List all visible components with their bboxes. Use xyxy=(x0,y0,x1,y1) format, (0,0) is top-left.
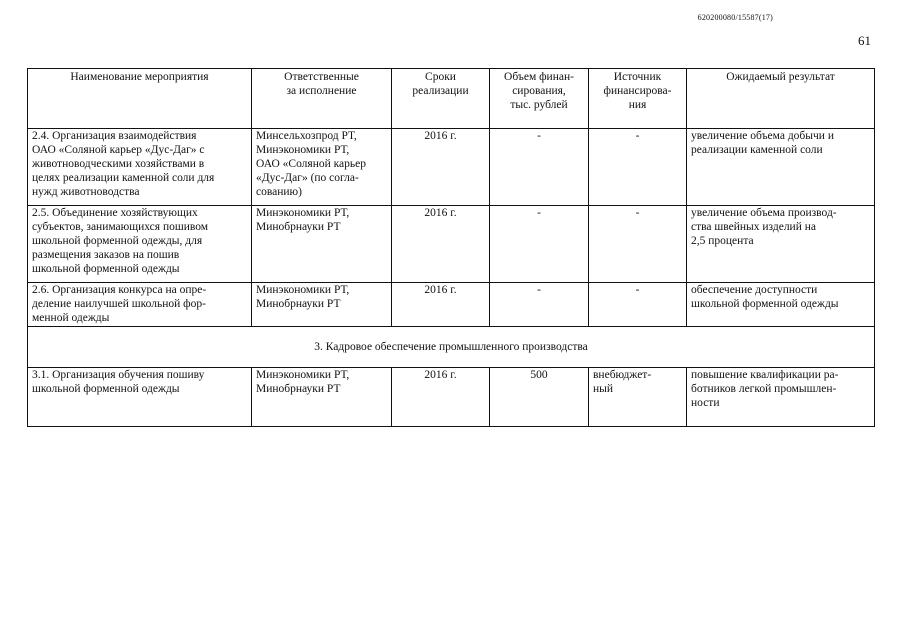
page-number: 61 xyxy=(858,33,871,48)
measure-name: 2.5. Объединение хозяйствующих субъектов, занимающихся пошивом школьной форменной одежды, для размещения заказов на пошив школьной форменной одежды xyxy=(28,206,252,283)
measure-source: - xyxy=(589,129,687,206)
column-header-term: Сроки реализации xyxy=(392,69,490,129)
measure-amount: - xyxy=(490,129,589,206)
column-header-result: Ожидаемый результат xyxy=(687,69,875,129)
table-row xyxy=(28,129,875,206)
measure-name: 2.6. Организация конкурса на опре- деление наилучшей школьной фор- менной одежды xyxy=(28,283,252,327)
column-header-source: Источник финансирова- ния xyxy=(589,69,687,129)
section-header-row xyxy=(28,327,875,368)
measure-name: 2.4. Организация взаимодействия ОАО «Соляной карьер «Дус-Даг» с животноводческими хозяйствами в целях реализации каменной соли для нужд животноводства xyxy=(28,129,252,206)
measure-responsible: Минэкономики РТ, Минобрнауки РТ xyxy=(252,206,392,283)
measure-responsible: Минэкономики РТ, Минобрнауки РТ xyxy=(252,283,392,327)
column-header-amount: Объем финан- сирования, тыс. рублей xyxy=(490,69,589,129)
table-row xyxy=(28,283,875,327)
table-row xyxy=(28,368,875,427)
measure-term: 2016 г. xyxy=(392,206,490,283)
measure-amount: - xyxy=(490,206,589,283)
table-header-row xyxy=(28,69,875,129)
measure-source: - xyxy=(589,283,687,327)
measure-term: 2016 г. xyxy=(392,368,490,427)
measure-responsible: Минэкономики РТ, Минобрнауки РТ xyxy=(252,368,392,427)
measure-term: 2016 г. xyxy=(392,283,490,327)
measure-result: обеспечение доступности школьной форменной одежды xyxy=(687,283,875,327)
document-code: 620200080/15587(17) xyxy=(697,13,773,22)
measure-result: увеличение объема добычи и реализации каменной соли xyxy=(687,129,875,206)
section-title: 3. Кадровое обеспечение промышленного производства xyxy=(28,327,875,368)
table-row xyxy=(28,206,875,283)
measure-name: 3.1. Организация обучения пошиву школьной форменной одежды xyxy=(28,368,252,427)
measure-result: увеличение объема производ- ства швейных изделий на 2,5 процента xyxy=(687,206,875,283)
measure-source: - xyxy=(589,206,687,283)
measure-source: внебюджет- ный xyxy=(589,368,687,427)
column-header-responsible: Ответственные за исполнение xyxy=(252,69,392,129)
measure-responsible: Минсельхозпрод РТ, Минэкономики РТ, ОАО «Соляной карьер «Дус-Даг» (по согла- сованию) xyxy=(252,129,392,206)
measure-term: 2016 г. xyxy=(392,129,490,206)
measure-amount: 500 xyxy=(490,368,589,427)
measure-result: повышение квалификации ра- ботников легкой промышлен- ности xyxy=(687,368,875,427)
column-header-name: Наименование мероприятия xyxy=(28,69,252,129)
measure-amount: - xyxy=(490,283,589,327)
measures-table xyxy=(27,68,875,427)
